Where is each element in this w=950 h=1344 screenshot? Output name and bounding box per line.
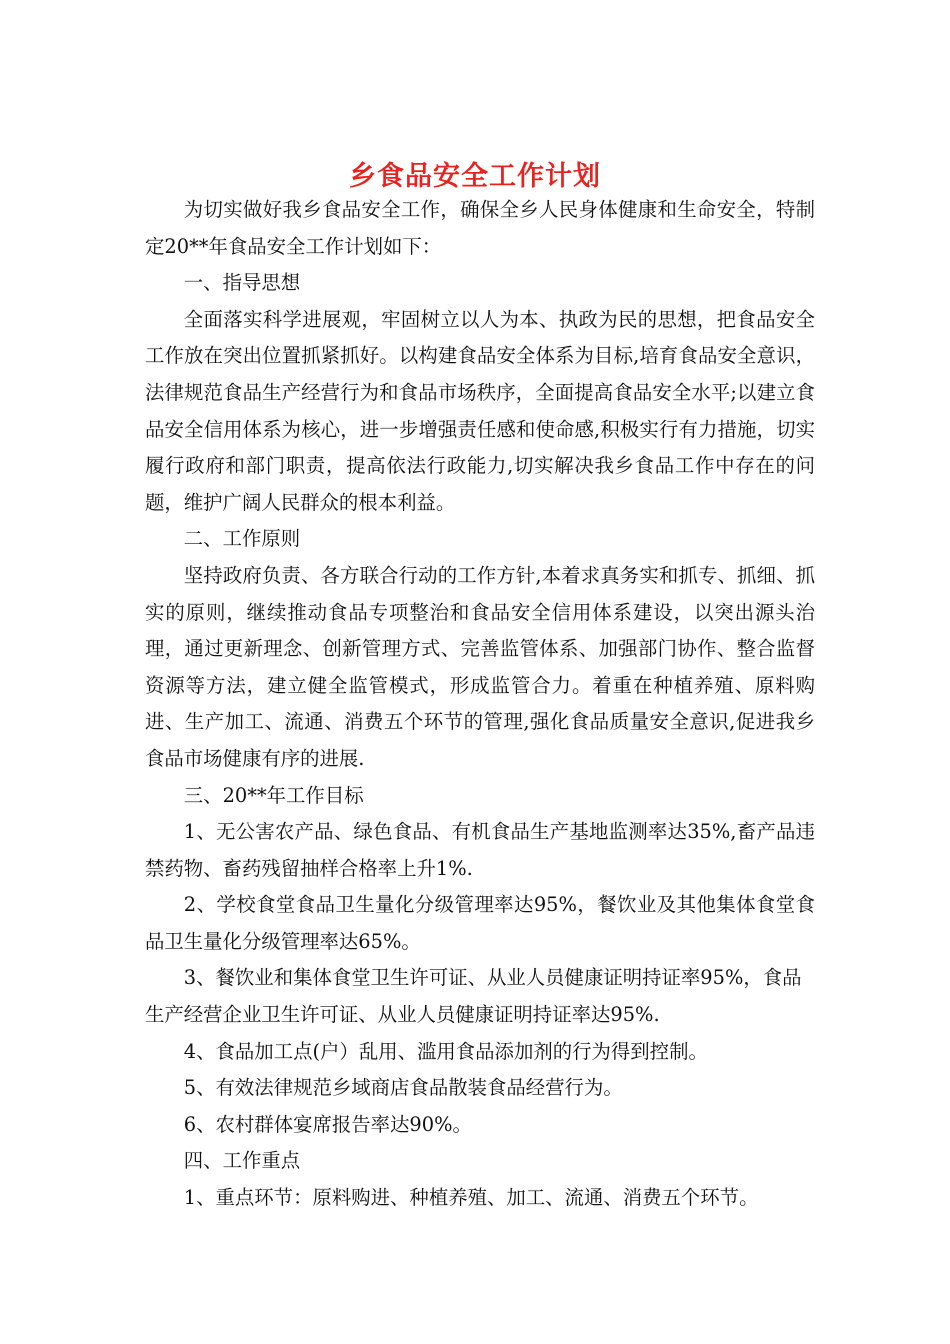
goal-item-1: 1、无公害农产品、绿色食品、有机食品生产基地监测率达35%,畜产品违禁药物、畜药残留抽样合格率上升1%. bbox=[145, 820, 815, 880]
goal-item-2: 2、学校食堂食品卫生量化分级管理率达95%，餐饮业及其他集体食堂食品卫生量化分级管理率达65%。 bbox=[145, 893, 815, 953]
work-principles-paragraph: 坚持政府负责、各方联合行动的工作方针,本着求真务实和抓专、抓细、抓实的原则，继续推动食品专项整治和食品安全信用体系建设，以突出源头治理，通过更新理念、创新管理方式、完善监管体系、加强部门协作、整合监督资源等方法，建立健全监管模式，形成监管合力。着重在种植养殖、原料购进、生产加工、流通、消费五个环节的管理,强化食品质量安全意识,促进我乡食品市场健康有序的进展. bbox=[145, 563, 815, 770]
goal-item-6: 6、农村群体宴席报告率达90%。 bbox=[183, 1112, 472, 1136]
section-heading-work-focus: 四、工作重点 bbox=[183, 1149, 301, 1173]
goal-item-4: 4、食品加工点(户）乱用、滥用食品添加剂的行为得到控制。 bbox=[183, 1039, 708, 1063]
goal-item-3: 3、餐饮业和集体食堂卫生许可证、从业人员健康证明持证率95%，食品生产经营企业卫生许可证、从业人员健康证明持证率达95%. bbox=[145, 966, 802, 1027]
focus-item-1: 1、重点环节：原料购进、种植养殖、加工、流通、消费五个环节。 bbox=[183, 1186, 759, 1210]
goal-item-5: 5、有效法律规范乡域商店食品散装食品经营行为。 bbox=[183, 1076, 623, 1100]
guiding-ideology-paragraph: 全面落实科学进展观，牢固树立以人为本、执政为民的思想，把食品安全工作放在突出位置抓紧抓好。以构建食品安全体系为目标,培育食品安全意识，法律规范食品生产经营行为和食品市场秩序，全面提高食品安全水平;以建立食品安全信用体系为核心，进一步增强责任感和使命感,积极实行有力措施，切实履行政府和部门职责，提高依法行政能力,切实解决我乡食品工作中存在的问题，维护广阔人民群众的根本利益。 bbox=[145, 307, 815, 514]
document-title: 乡食品安全工作计划 bbox=[349, 161, 601, 192]
section-heading-guiding-ideology: 一、指导思想 bbox=[183, 271, 301, 295]
document-body bbox=[145, 192, 815, 1217]
section-heading-work-goals: 三、20**年工作目标 bbox=[183, 783, 364, 807]
section-heading-work-principles: 二、工作原则 bbox=[183, 527, 301, 551]
intro-paragraph: 为切实做好我乡食品安全工作，确保全乡人民身体健康和生命安全，特制定20**年食品安全工作计划如下： bbox=[145, 198, 815, 258]
